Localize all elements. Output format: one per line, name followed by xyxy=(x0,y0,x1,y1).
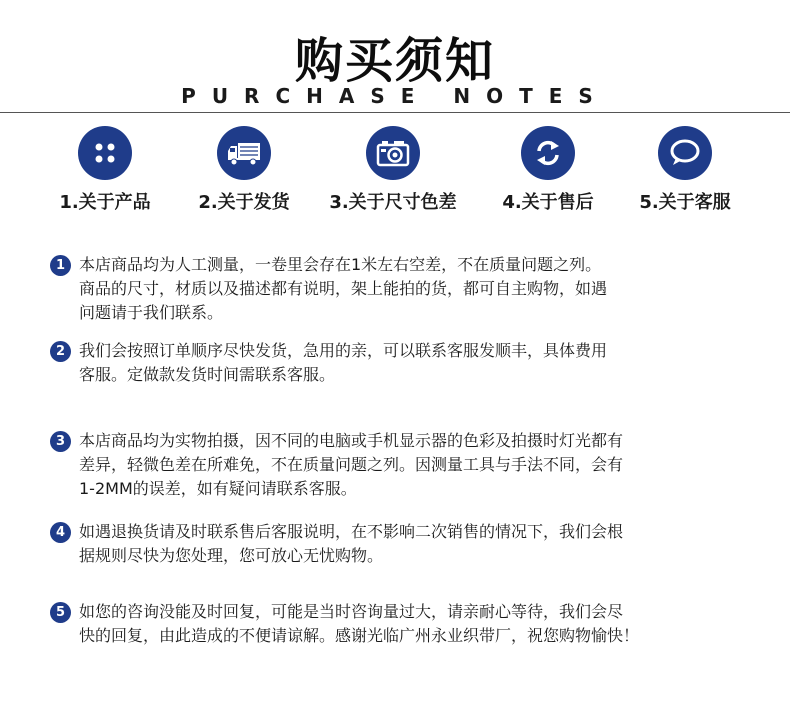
number-badge: 2 xyxy=(50,341,71,362)
page-subtitle: PURCHASE NOTES xyxy=(181,84,609,108)
topic-label: 4.关于售后 xyxy=(502,192,594,213)
number-badge: 3 xyxy=(50,431,71,452)
note-text: 如您的咨询没能及时回复，可能是当时咨询量过大，请亲耐心等待，我们会尽 快的回复，由此造成的不便请谅解。感谢光临广州永业织带厂，祝您购物愉快！ xyxy=(79,602,640,645)
camera-icon xyxy=(366,126,420,180)
note-item xyxy=(50,253,770,325)
topic-label: 3.关于尺寸色差 xyxy=(329,192,457,213)
topic-after-sales xyxy=(473,126,623,214)
topic-shipping xyxy=(169,126,319,214)
topic-customer-service xyxy=(610,126,760,214)
note-item xyxy=(50,520,770,568)
note-item xyxy=(50,429,770,501)
topic-size-color xyxy=(318,126,468,214)
truck-icon xyxy=(217,126,271,180)
number-badge: 4 xyxy=(50,522,71,543)
grid-icon xyxy=(78,126,132,180)
note-text: 我们会按照订单顺序尽快发货，急用的亲，可以联系客服发顺丰，具体费用 客服。定做款发货时间需联系客服。 xyxy=(79,341,608,384)
note-item xyxy=(50,600,770,648)
chat-bubble-icon xyxy=(658,126,712,180)
note-text: 如遇退换货请及时联系售后客服说明，在不影响二次销售的情况下，我们会根 据规则尽快为您处理，您可放心无忧购物。 xyxy=(79,522,624,565)
refresh-icon xyxy=(521,126,575,180)
note-text: 本店商品均为实物拍摄，因不同的电脑或手机显示器的色彩及拍摄时灯光都有 差异，轻微色差在所难免，不在质量问题之列。因测量工具与手法不同，会有 1-2MM的误差，如有疑问请联系客服。 xyxy=(79,431,624,498)
number-badge: 1 xyxy=(50,255,71,276)
number-badge: 5 xyxy=(50,602,71,623)
topic-label: 2.关于发货 xyxy=(198,192,290,213)
topic-label: 5.关于客服 xyxy=(639,192,731,213)
divider xyxy=(0,112,790,113)
note-text: 本店商品均为人工测量，一卷里会存在1米左右空差，不在质量问题之列。 商品的尺寸，材质以及描述都有说明，架上能拍的货，都可自主购物，如遇 问题请于我们联系。 xyxy=(79,255,608,322)
topic-product xyxy=(30,126,180,214)
page-title: 购买须知 xyxy=(294,33,495,89)
note-item xyxy=(50,339,770,387)
topic-label: 1.关于产品 xyxy=(59,192,151,213)
